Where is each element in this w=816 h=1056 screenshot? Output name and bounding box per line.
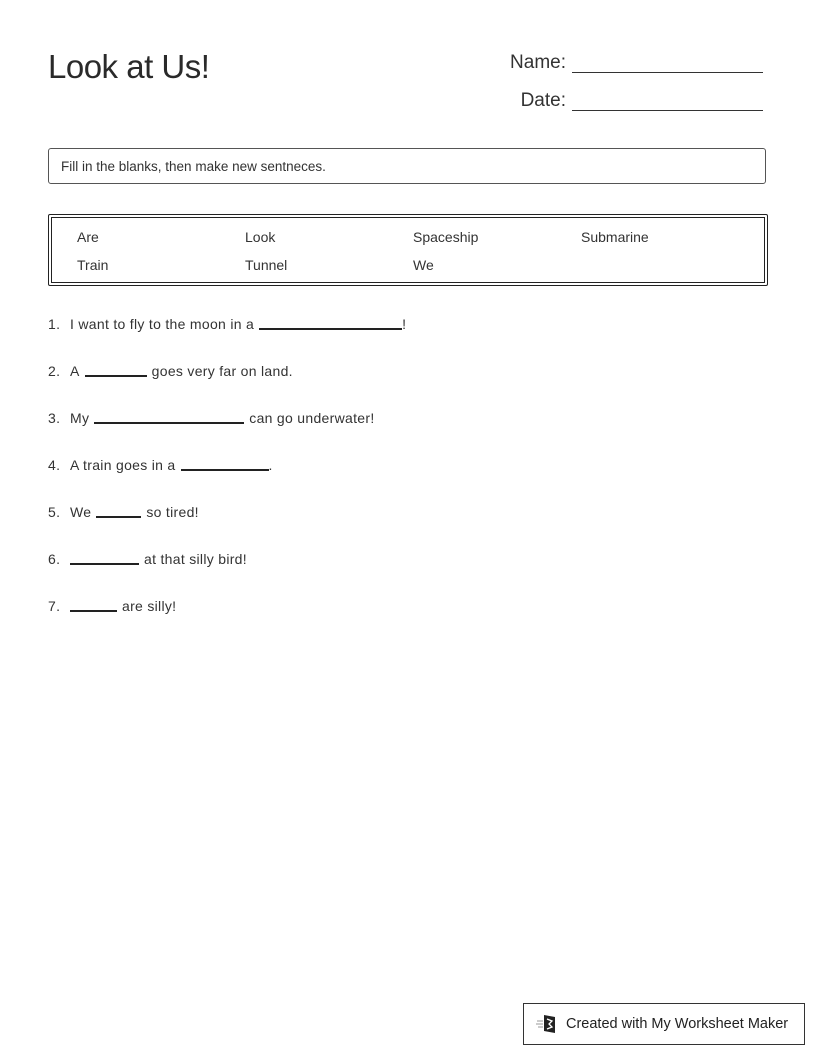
answer-blank[interactable]: [94, 408, 244, 424]
word-bank-item: Look: [245, 229, 276, 245]
word-bank-item: Are: [77, 229, 99, 245]
question-text-before: We: [70, 504, 92, 520]
question-3: [48, 406, 375, 426]
question-number: 1.: [48, 316, 61, 332]
date-label: Date:: [520, 90, 566, 111]
question-number: 7.: [48, 598, 61, 614]
word-bank: [48, 214, 768, 286]
answer-blank[interactable]: [259, 314, 402, 330]
answer-blank[interactable]: [70, 596, 117, 612]
created-with-label: Created with My Worksheet Maker: [566, 1016, 789, 1032]
question-text-after: so tired!: [146, 504, 199, 520]
answer-blank[interactable]: [85, 361, 147, 377]
question-number: 3.: [48, 410, 61, 426]
date-field: [496, 90, 763, 112]
question-text-before: A train goes in a: [70, 457, 176, 473]
answer-blank[interactable]: [96, 502, 141, 518]
answer-blank[interactable]: [181, 455, 269, 471]
instructions-text: Fill in the blanks, then make new sentneces.: [61, 158, 326, 174]
question-text-after: goes very far on land.: [151, 363, 293, 379]
question-number: 6.: [48, 551, 61, 567]
question-text-after: .: [268, 457, 273, 473]
name-label: Name:: [510, 52, 566, 73]
question-text-after: can go underwater!: [249, 410, 375, 426]
word-bank-item: We: [413, 257, 434, 273]
question-2: [48, 359, 293, 379]
word-bank-item: Spaceship: [413, 229, 479, 245]
question-text-before: My: [70, 410, 90, 426]
question-text-before: A: [70, 363, 80, 379]
answer-blank[interactable]: [70, 549, 139, 565]
worksheet-title: Look at Us!: [48, 48, 210, 85]
question-6: [48, 547, 247, 567]
question-text-after: are silly!: [122, 598, 177, 614]
question-4: [48, 453, 273, 473]
worksheet-maker-logo-icon: [536, 1013, 558, 1035]
word-bank-item: Tunnel: [245, 257, 288, 273]
instructions-box: [48, 148, 766, 184]
question-7: [48, 594, 176, 614]
word-bank-item: Train: [77, 257, 109, 273]
question-5: [48, 500, 199, 520]
created-with-badge[interactable]: [523, 1003, 805, 1045]
question-text-after: !: [402, 316, 407, 332]
question-1: [48, 312, 406, 332]
date-line[interactable]: [572, 109, 763, 111]
name-line[interactable]: [572, 71, 763, 73]
question-text-after: at that silly bird!: [144, 551, 247, 567]
name-field: [496, 52, 763, 74]
word-bank-item: Submarine: [581, 229, 649, 245]
question-number: 2.: [48, 363, 61, 379]
question-text-before: I want to fly to the moon in a: [70, 316, 255, 332]
question-number: 5.: [48, 504, 61, 520]
question-number: 4.: [48, 457, 61, 473]
